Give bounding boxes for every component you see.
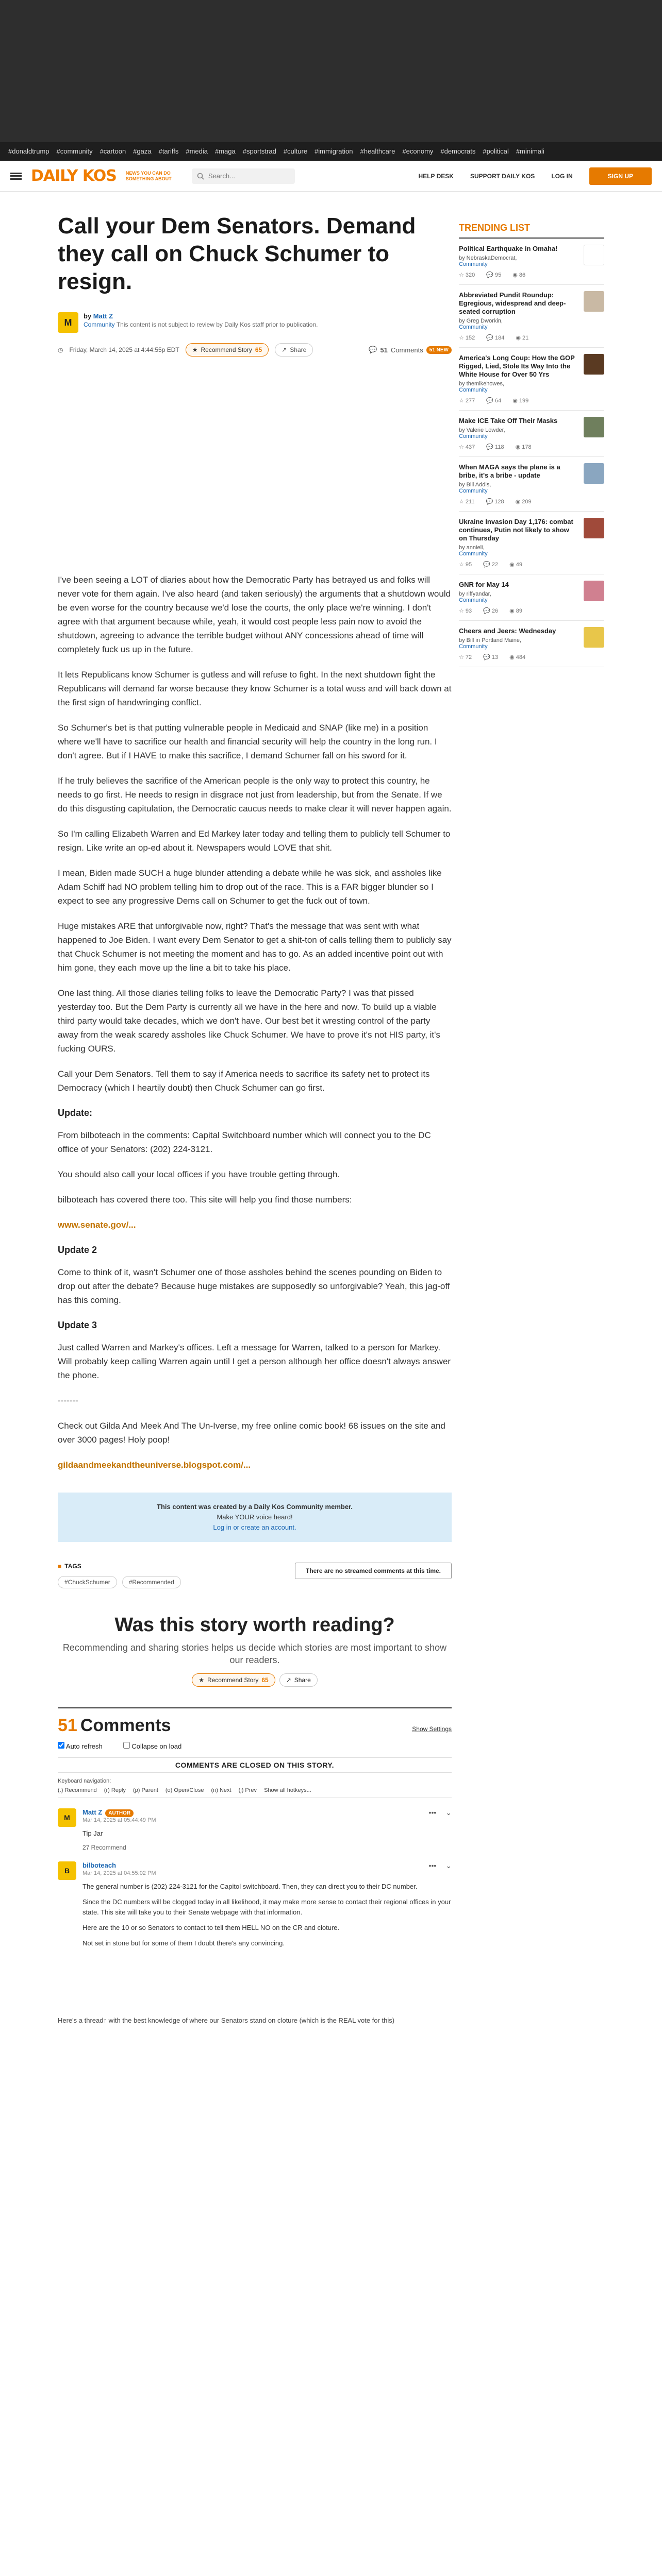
view-count: ◉ 89 xyxy=(509,608,523,614)
worth-share-label: Share xyxy=(294,1676,311,1684)
comments-section xyxy=(58,1707,452,1954)
recommend-button[interactable] xyxy=(186,343,269,357)
login-create-link[interactable]: Log in or create an account. xyxy=(213,1523,296,1531)
trending-community[interactable]: Community xyxy=(459,488,488,494)
trending-author[interactable]: by annieli, xyxy=(459,545,485,551)
hotkey-link[interactable]: (n) Next xyxy=(211,1787,231,1793)
worth-share-button[interactable] xyxy=(279,1673,318,1687)
site-tagline: NEWS YOU CAN DO SOMETHING ABOUT xyxy=(125,170,172,181)
comment-paragraph: The general number is (202) 224-3121 for the Capitol switchboard. Then, they can direct you to their DC number. xyxy=(82,1883,418,1890)
trending-thumbnail[interactable] xyxy=(584,354,604,375)
comment-date[interactable]: Mar 14, 2025 at 05:44:49 PM xyxy=(82,1817,156,1823)
update1-heading: Update: xyxy=(58,1108,92,1118)
trending-title[interactable]: Cheers and Jeers: Wednesday xyxy=(459,627,556,635)
trending-stats xyxy=(459,498,578,505)
trending-stats xyxy=(459,444,578,450)
no-streamed-comments: There are no streamed comments at this time. xyxy=(295,1563,452,1579)
trending-stats xyxy=(459,272,578,278)
comments-total: 51 xyxy=(58,1716,77,1735)
share-icon: ↗ xyxy=(282,346,287,353)
article-paragraph: One last thing. All those diaries telling folks to leave the Democratic Party? I was that pissed yesterday too. But the Dem Party is currently all we have in the here and now. To build up a viable third party would take decades, which we don't have. Our best bet it wresting control of the party away from the weak scaredy assholes like Chuck Schumer. We have to prove it's not HIS party, it's fucking OURS. xyxy=(58,988,440,1054)
auto-refresh-toggle[interactable] xyxy=(58,1742,103,1750)
trending-community[interactable]: Community xyxy=(459,324,488,330)
article-paragraph: Call your Dem Senators. Tell them to say if America needs to sacrifice its safety net to protect its Democracy (which I heartily doubt) then Chuck Schumer can go first. xyxy=(58,1069,430,1093)
tags-block xyxy=(58,1563,452,1588)
hashtag-link[interactable]: #media xyxy=(186,147,208,155)
comment-recommend-count[interactable]: 27 Recommend xyxy=(82,1844,126,1851)
more-icon[interactable]: ••• xyxy=(428,1808,437,1817)
comments-label: Comments xyxy=(390,346,423,354)
hashtag-link[interactable]: #healthcare xyxy=(360,147,395,155)
view-count: ◉ 49 xyxy=(509,562,523,568)
trending-title[interactable]: When MAGA says the plane is a bribe, it's a bribe - update xyxy=(459,463,560,479)
update2-heading: Update 2 xyxy=(58,1245,97,1255)
update1-text: From bilboteach in the comments: Capital Switchboard number which will connect you to the DC office of your Senators: (202) 224-3121. xyxy=(58,1130,431,1154)
trending-thumbnail[interactable] xyxy=(584,581,604,601)
signup-button[interactable]: SIGN UP xyxy=(589,167,652,185)
support-link[interactable]: SUPPORT DAILY KOS xyxy=(470,172,535,180)
hotkey-link[interactable]: (.) Recommend xyxy=(58,1787,97,1793)
clock-icon: ◷ xyxy=(58,346,63,353)
trending-author[interactable]: by Valerie Lowder, xyxy=(459,427,505,433)
trending-item[interactable] xyxy=(459,574,604,621)
advertisement-banner xyxy=(0,0,662,142)
trending-author[interactable]: by themikehowes, xyxy=(459,381,505,387)
trending-heading: TRENDING LIST xyxy=(459,223,604,239)
tags-heading: TAGS xyxy=(64,1563,81,1570)
worth-recommend-button[interactable] xyxy=(192,1673,275,1687)
trending-community[interactable]: Community xyxy=(459,597,488,603)
recommend-count: ☆ 277 xyxy=(459,398,475,404)
comments-heading: Comments xyxy=(80,1716,171,1735)
top-navigation xyxy=(0,161,662,192)
notice-line-1: This content was created by a Daily Kos Community member. xyxy=(157,1503,353,1511)
comment-actions xyxy=(429,1808,452,1817)
keyboard-nav-heading: Keyboard navigation: xyxy=(58,1778,111,1784)
comments-jump[interactable] xyxy=(369,346,452,354)
update3-text: Just called Warren and Markey's offices. Left a message for Warren, talked to a person for Markey. Will probably keep calling Warren again until I get a person although her office doesn't always answer the phone. xyxy=(58,1343,451,1380)
author-link[interactable]: Matt Z xyxy=(93,312,113,320)
trending-thumbnail[interactable] xyxy=(584,291,604,312)
hashtag-link[interactable]: #minimali xyxy=(516,147,544,155)
trending-community[interactable]: Community xyxy=(459,387,488,393)
share-label: Share xyxy=(290,346,307,353)
community-link[interactable]: Community xyxy=(84,321,115,328)
comment-paragraph: Since the DC numbers will be clogged today in all likelihood, it may make more sense to contact their regional offices in your state. This site will take you to their Senate webpage with that information. xyxy=(82,1898,451,1916)
worth-recommend-label: Recommend Story xyxy=(207,1676,259,1684)
comment-count: 💬 118 xyxy=(486,444,504,450)
main-column xyxy=(58,192,452,2026)
article-paragraph: I mean, Biden made SUCH a huge blunder attending a debate while he was sick, and assholes like Adam Schiff had NO problem telling him to drop out of the race. This is a FAR bigger blunder so I expect to see any progressive Dems call on Schumer to get the fuck out of town. xyxy=(58,868,442,906)
trending-title[interactable]: GNR for May 14 xyxy=(459,581,509,588)
trending-item[interactable] xyxy=(459,512,604,574)
hashtag-link[interactable]: #tariffs xyxy=(158,147,179,155)
chevron-down-icon[interactable]: ⌄ xyxy=(445,1861,452,1870)
hashtag-link[interactable]: #maga xyxy=(215,147,236,155)
notice-line-2: Make YOUR voice heard! xyxy=(217,1513,293,1521)
hotkey-link[interactable]: (j) Prev xyxy=(238,1787,257,1793)
share-icon: ↗ xyxy=(286,1676,291,1684)
article-date: Friday, March 14, 2025 at 4:44:55p EDT xyxy=(69,346,179,353)
byline xyxy=(58,312,452,333)
trending-author[interactable]: by Greg Dworkin, xyxy=(459,318,503,324)
comment-count: 💬 184 xyxy=(486,335,505,341)
trending-community[interactable]: Community xyxy=(459,433,488,439)
update3-heading: Update 3 xyxy=(58,1320,97,1330)
by-prefix: by xyxy=(84,312,92,320)
collapse-label: Collapse on load xyxy=(131,1742,182,1750)
view-count: ◉ 209 xyxy=(515,499,532,505)
trending-thumbnail[interactable] xyxy=(584,417,604,437)
comment-count: 💬 26 xyxy=(483,608,499,614)
trending-stats xyxy=(459,561,578,568)
comment xyxy=(58,1861,452,1954)
trending-author[interactable]: by Bill in Portland Maine, xyxy=(459,637,522,643)
recommend-count: ☆ 152 xyxy=(459,335,475,341)
community-notice xyxy=(58,1493,452,1542)
trending-thumbnail[interactable] xyxy=(584,463,604,484)
commenter-name[interactable]: bilboteach xyxy=(82,1861,117,1869)
recommend-count: ☆ 320 xyxy=(459,272,475,278)
worth-subtext: Recommending and sharing stories helps us decide which stories are most important to show our readers. xyxy=(62,1642,447,1665)
comment-body xyxy=(82,1882,452,1948)
trending-stats xyxy=(459,607,578,614)
author-badge: AUTHOR xyxy=(105,1809,134,1817)
trending-thumbnail[interactable] xyxy=(584,518,604,538)
comment-date[interactable]: Mar 14, 2025 at 04:55:02 PM xyxy=(82,1870,156,1876)
author-avatar[interactable]: M xyxy=(58,312,78,333)
footnote-text: Here's a thread↑ with the best knowledge of where our Senators stand on cloture (which is the REAL vote for this) xyxy=(58,2016,395,2024)
trending-stats xyxy=(459,397,578,404)
comment-actions xyxy=(429,1861,452,1870)
trending-stats xyxy=(459,334,578,341)
recommend-count: ☆ 72 xyxy=(459,654,472,660)
help-desk-link[interactable]: HELP DESK xyxy=(418,172,454,180)
tag-icon: ■ xyxy=(58,1563,62,1570)
comic-link[interactable]: gildaandmeekandtheuniverse.blogspot.com/... xyxy=(58,1460,251,1470)
hashtag-link[interactable]: #gaza xyxy=(133,147,152,155)
more-icon[interactable]: ••• xyxy=(428,1861,437,1870)
hashtag-link[interactable]: #cartoon xyxy=(100,147,126,155)
login-link[interactable]: LOG IN xyxy=(551,172,573,180)
collapse-checkbox[interactable] xyxy=(123,1742,130,1749)
sidebar xyxy=(459,192,604,667)
menu-icon[interactable] xyxy=(10,173,22,180)
hashtag-link[interactable]: #economy xyxy=(402,147,434,155)
comment-paragraph: Not set in stone but for some of them I doubt there's any convincing. xyxy=(82,1939,285,1947)
comments-count: 51 xyxy=(380,346,388,354)
new-comments-badge: 51 NEW xyxy=(426,346,452,354)
search-box[interactable] xyxy=(192,168,295,184)
article-paragraph: I've been seeing a LOT of diaries about how the Democratic Party has betrayed us and folks will never vote for them again. I've also heard (and taken seriously) the arguments that a shutdown would be even worse for the country because we'd lose the courts, the only place we're winning. I don't agree with that argument because while, yeah, it would cost people less pain now to avoid the shutdown, agreeing to advance the terrible budget without ANY concessions ahead of time will completely fuck us up in the future. xyxy=(58,575,451,654)
recommend-label: Recommend Story xyxy=(201,346,252,353)
hashtag-link[interactable]: #immigration xyxy=(315,147,353,155)
trending-title[interactable]: America's Long Coup: How the GOP Rigged, Lied, Stole Its Way Into the White House for Over 50 Yrs xyxy=(459,354,575,378)
comment-count: 💬 128 xyxy=(486,499,504,505)
update1-text-3: bilboteach has covered there too. This site will help you find those numbers: xyxy=(58,1195,352,1205)
comment xyxy=(58,1808,452,1851)
trending-item[interactable] xyxy=(459,457,604,512)
tag-chip[interactable]: #Recommended xyxy=(122,1576,181,1588)
separator: ------- xyxy=(58,1396,78,1405)
recommend-count: ☆ 211 xyxy=(459,499,475,505)
recommend-count: ☆ 93 xyxy=(459,608,472,614)
star-icon: ★ xyxy=(192,346,198,353)
update2-text: Come to think of it, wasn't Schumer one of those assholes behind the scenes pounding on Biden to drop out after the debate? Because huge mistakes are supposedly so unforgivable? Yeah, this jag-off has this coming. xyxy=(58,1267,450,1305)
trending-title[interactable]: Make ICE Take Off Their Masks xyxy=(459,417,558,425)
comment-paragraph: Here are the 10 or so Senators to contact to tell them HELL NO on the CR and cloture. xyxy=(82,1924,340,1931)
auto-refresh-checkbox[interactable] xyxy=(58,1742,64,1749)
update1-text-2: You should also call your local offices if you have trouble getting through. xyxy=(58,1170,340,1179)
nav-links xyxy=(418,167,652,185)
hotkey-link[interactable]: Show all hotkeys... xyxy=(264,1787,311,1793)
show-settings-link[interactable]: Show Settings xyxy=(412,1725,452,1733)
comment-body xyxy=(82,1828,452,1839)
view-count: ◉ 21 xyxy=(516,335,529,341)
tag-chip[interactable]: #ChuckSchumer xyxy=(58,1576,117,1588)
hashtag-link[interactable]: #donaldtrump xyxy=(8,147,49,155)
chevron-down-icon[interactable]: ⌄ xyxy=(445,1808,452,1817)
collapse-toggle[interactable] xyxy=(123,1742,181,1750)
hashtag-link[interactable]: #culture xyxy=(283,147,308,155)
trending-thumbnail[interactable] xyxy=(584,245,604,265)
trending-item[interactable] xyxy=(459,411,604,457)
article-body xyxy=(58,573,452,1472)
keyboard-nav-links xyxy=(58,1787,452,1798)
hotkey-link[interactable]: (p) Parent xyxy=(133,1787,158,1793)
comment-count: 💬 95 xyxy=(486,272,502,278)
senate-link[interactable]: www.senate.gov/... xyxy=(58,1220,136,1230)
trending-community[interactable]: Community xyxy=(459,643,488,650)
comment-count: 💬 64 xyxy=(486,398,502,404)
trending-stats xyxy=(459,654,578,660)
comment-paragraph: Tip Jar xyxy=(82,1829,103,1837)
trending-title[interactable]: Abbreviated Pundit Roundup: Egregious, widespread and deep-seated corruption xyxy=(459,291,566,315)
community-note: This content is not subject to review by Daily Kos staff prior to publication. xyxy=(116,321,318,328)
article-paragraph: It lets Republicans know Schumer is gutless and will refuse to fight. In the next shutdown fight the Republicans will demand far worse because they know Schumer is a total wuss and will back down at the first sign of handwringing conflict. xyxy=(58,670,452,707)
star-icon: ★ xyxy=(198,1676,204,1684)
worth-reading xyxy=(58,1614,452,1687)
view-count: ◉ 484 xyxy=(509,654,526,660)
search-icon xyxy=(197,173,204,180)
recommend-count: ☆ 95 xyxy=(459,562,472,568)
trending-title[interactable]: Ukraine Invasion Day 1,176: combat continues, Putin not likely to show on Thursday xyxy=(459,518,573,542)
hashtag-link[interactable]: #sportstrad xyxy=(242,147,276,155)
commenter-avatar[interactable]: M xyxy=(58,1808,76,1827)
search-input[interactable] xyxy=(208,172,286,180)
article-meta xyxy=(58,343,452,357)
commenter-avatar[interactable]: B xyxy=(58,1861,76,1880)
article-paragraph: So I'm calling Elizabeth Warren and Ed Markey later today and telling them to publicly tell Schumer to resign. Like write an op-ed about it. Newspapers would LOVE that shit. xyxy=(58,829,451,853)
trending-author[interactable]: by Bill Addis, xyxy=(459,482,491,488)
article-paragraph: So Schumer's bet is that putting vulnerable people in Medicaid and SNAP (like me) in a position where we'll have to sacrifice our health and financial security will help the country in the long run. I don't agree. But if I HAVE to make this sacrifice, I demand Schumer fall on his sword for it. xyxy=(58,723,437,760)
recommend-count: ☆ 437 xyxy=(459,444,475,450)
hotkey-link[interactable]: (r) Reply xyxy=(104,1787,126,1793)
view-count: ◉ 178 xyxy=(515,444,532,450)
trending-title[interactable]: Political Earthquake in Omaha! xyxy=(459,245,558,252)
trending-community[interactable]: Community xyxy=(459,551,488,557)
auto-refresh-label: Auto refresh xyxy=(65,1742,103,1750)
worth-recommend-count: 65 xyxy=(261,1676,269,1684)
trending-thumbnail[interactable] xyxy=(584,627,604,648)
trending-author[interactable]: by NebraskaDemocrat, xyxy=(459,255,517,261)
trending-community[interactable]: Community xyxy=(459,261,488,267)
comment-count: 💬 13 xyxy=(483,654,499,660)
comic-plug: Check out Gilda And Meek And The Un-Iverse, my free online comic book! 68 issues on the site and over 3000 pages! Holy poop! xyxy=(58,1421,445,1445)
worth-heading: Was this story worth reading? xyxy=(114,1614,395,1636)
site-logo[interactable]: DAILY KOS xyxy=(31,167,117,185)
hashtag-strip xyxy=(0,142,662,161)
article-paragraph: Huge mistakes ARE that unforgivable now, right? That's the message that was sent with what happened to Joe Biden. I want every Dem Senator to get a shit-ton of calls telling them to publicly say that Chuck Schumer is not meeting the moment and has to go. As an added incentive point out with him gone, they each move up the line a bit to take his place. xyxy=(58,921,452,973)
hashtag-link[interactable]: #democrats xyxy=(440,147,476,155)
hotkey-link[interactable]: (o) Open/Close xyxy=(165,1787,204,1793)
article-title: Call your Dem Senators. Demand they call on Chuck Schumer to resign. xyxy=(58,213,416,294)
recommend-count: 65 xyxy=(255,346,262,353)
trending-item[interactable] xyxy=(459,239,604,285)
trending-item[interactable] xyxy=(459,621,604,667)
trending-item[interactable] xyxy=(459,285,604,348)
comments-closed-banner: COMMENTS ARE CLOSED ON THIS STORY. xyxy=(58,1757,452,1773)
trending-author[interactable]: by riffyandar, xyxy=(459,591,491,597)
comment-count: 💬 22 xyxy=(483,562,499,568)
view-count: ◉ 86 xyxy=(512,272,526,278)
hashtag-link[interactable]: #political xyxy=(483,147,509,155)
view-count: ◉ 199 xyxy=(512,398,529,404)
commenter-name[interactable]: Matt Z AUTHOR xyxy=(82,1808,452,1816)
share-button[interactable] xyxy=(275,343,313,357)
comment-icon: 💬 xyxy=(369,346,377,353)
hashtag-link[interactable]: #community xyxy=(56,147,93,155)
article-paragraph: If he truly believes the sacrifice of the American people is the only way to protect this country, he needs to go first. He needs to resign in disgrace not just from leadership, but from the Senate. If we do this disgusting capitulation, the Democratic caucus needs to make clear it will never happen again. xyxy=(58,776,452,814)
trending-item[interactable] xyxy=(459,348,604,411)
